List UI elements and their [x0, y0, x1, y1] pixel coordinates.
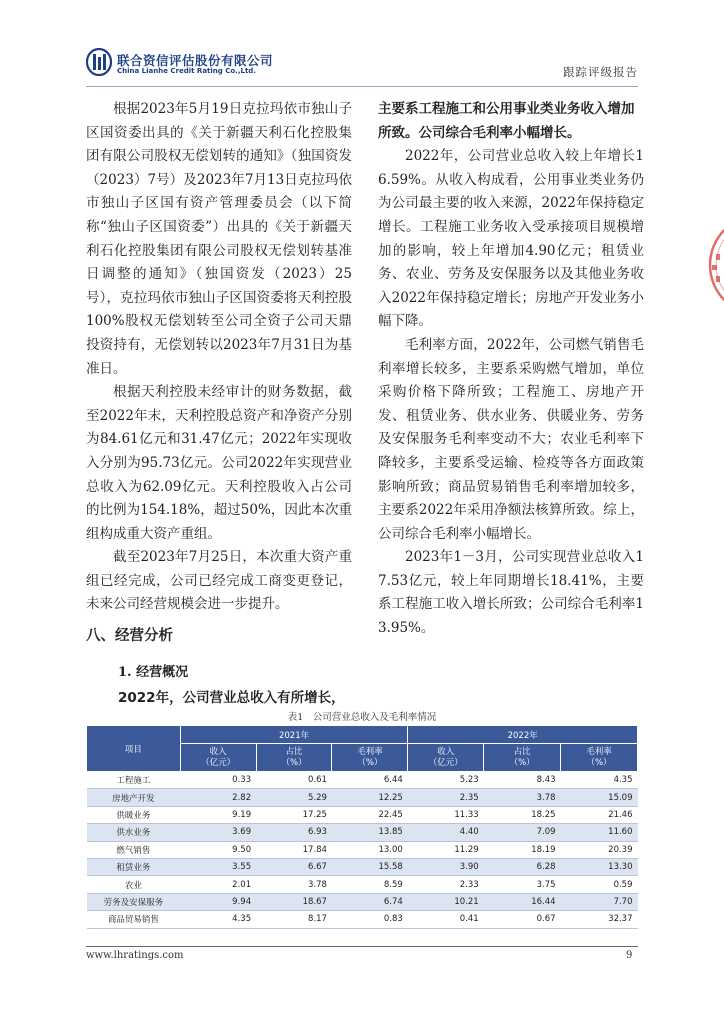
- document-type: 跟踪评级报告: [563, 65, 638, 79]
- table-row: 房地产开发 2.82 5.29 12.25 2.35 3.78 15.09: [87, 789, 638, 806]
- header-income-2021: 收入 （亿元）: [180, 744, 256, 772]
- header-margin-2022: 毛利率 （%）: [561, 744, 638, 772]
- revenue-margin-table: [86, 725, 638, 929]
- table-row: 租赁业务 3.55 6.67 15.58 3.90 6.28 13.30: [87, 858, 638, 875]
- table-row: 工程施工 0.33 0.61 6.44 5.23 8.43 4.35: [87, 772, 638, 789]
- header-year-2022: 2022年: [408, 726, 638, 744]
- header-item: 项目: [87, 726, 181, 772]
- page-header: [0, 0, 724, 90]
- header-margin-2021: 毛利率 （%）: [332, 744, 408, 772]
- paragraph-completion: 截至2023年7月25日，本次重大资产重组已经完成，公司已经完成工商变更登记，未来公司经营规模会进一步提升。: [86, 549, 352, 613]
- header-income-2022: 收入 （亿元）: [408, 744, 484, 772]
- page-number: 9: [626, 950, 633, 961]
- subsection-heading: 1. 经营概况: [118, 665, 189, 680]
- left-column: [86, 98, 352, 617]
- company-name-en: China Lianhe Credit Rating Co.,Ltd.: [117, 67, 256, 75]
- table-header-row: [87, 726, 638, 744]
- header-share-2022: 占比 （%）: [484, 744, 561, 772]
- seal-stamp-icon: [702, 210, 724, 320]
- table-row: 商品贸易销售 4.35 8.17 0.83 0.41 0.67 32.37: [87, 911, 638, 928]
- header-year-2021: 2021年: [180, 726, 408, 744]
- footer-website-link[interactable]: www.lhratings.com: [86, 950, 184, 961]
- paragraph-financial-data: 根据天利控股未经审计的财务数据，截至2022年末，天利控股总资产和净资产分别为84.61亿元和31.47亿元；2022年实现收入分别为95.73亿元。公司2022年实现营业总收入为62.09亿元。天利控股收入占公司的比例为154.18%，超过50%，因此本次重组构成重大资产重组。: [86, 384, 352, 542]
- table-row: 劳务及安保服务 9.94 18.67 6.74 10.21 16.44 7.70: [87, 893, 638, 910]
- paragraph-restructuring-notice: 根据2023年5月19日克拉玛依市独山子区国资委出具的《关于新疆天利石化控股集团有限公司股权无偿划转的通知》（独国资发（2023）7号）及2023年7月13日克拉玛依市独山子区国有资产管理委员会（以下简称“独山子区国资委”）出具的《关于新疆天利石化控股集团有限公司股权无偿划转基准日调整的通知》（独国资发（2023）25号），克拉玛依市独山子区国资委将天利控股100%股权无偿划转至公司全资子公司天鼎投资持有，无偿划转以2023年7月31日为基准日。: [86, 101, 352, 377]
- paragraph-revenue: 2022年，公司营业总收入较上年增长16.59%。从收入构成看，公用事业类业务仍为公司最主要的收入来源，2022年保持稳定增长。工程施工业务收入受承接项目规模增加的影响，较上年增加4.90亿元；租赁业务、农业、劳务及安保服务以及其他业务收入2022年保持稳定增长；房地产开发业务小幅下降。: [378, 148, 644, 330]
- section-heading: 八、经营分析: [86, 628, 173, 644]
- paragraph-q1-2023: 2023年1－3月，公司实现营业总收入17.53亿元，较上年同期增长18.41%，主要系工程施工收入增长所致；公司综合毛利率13.95%。: [378, 549, 644, 637]
- lead-summary: 主要系工程施工和公用事业类业务收入增加所致。公司综合毛利率小幅增长。: [378, 101, 635, 141]
- company-logo-icon: [86, 48, 112, 76]
- company-name-cn: 联合资信评估股份有限公司: [117, 53, 274, 68]
- bold-summary-line: 2022年，公司营业总收入有所增长，: [118, 690, 345, 706]
- table-row: 农业 2.01 3.78 8.59 2.33 3.75 0.59: [87, 876, 638, 893]
- right-column: [378, 98, 644, 641]
- header-share-2021: 占比 （%）: [256, 744, 332, 772]
- footer-divider: [86, 946, 638, 947]
- table-row: 供暖业务 9.19 17.25 22.45 11.33 18.25 21.46: [87, 806, 638, 823]
- table-caption: 表1 公司营业总收入及毛利率情况: [287, 712, 437, 723]
- paragraph-gross-margin: 毛利率方面，2022年，公司燃气销售毛利率增长较多，主要系采购燃气增加，单位采购价格下降所致；工程施工、房地产开发、租赁业务、供水业务、供暖业务、劳务及安保服务毛利率变动不大；农业毛利率下降较多，主要系受运输、检疫等各方面政策影响所致；商品贸易销售毛利率增加较多，主要系2022年采用净额法核算所致。综上，公司综合毛利率小幅增长。: [378, 336, 644, 542]
- table-row: 燃气销售 9.50 17.84 13.00 11.29 18.19 20.39: [87, 841, 638, 858]
- header-divider: [86, 86, 638, 87]
- table-row: 供水业务 3.69 6.93 13.85 4.40 7.09 11.60: [87, 824, 638, 841]
